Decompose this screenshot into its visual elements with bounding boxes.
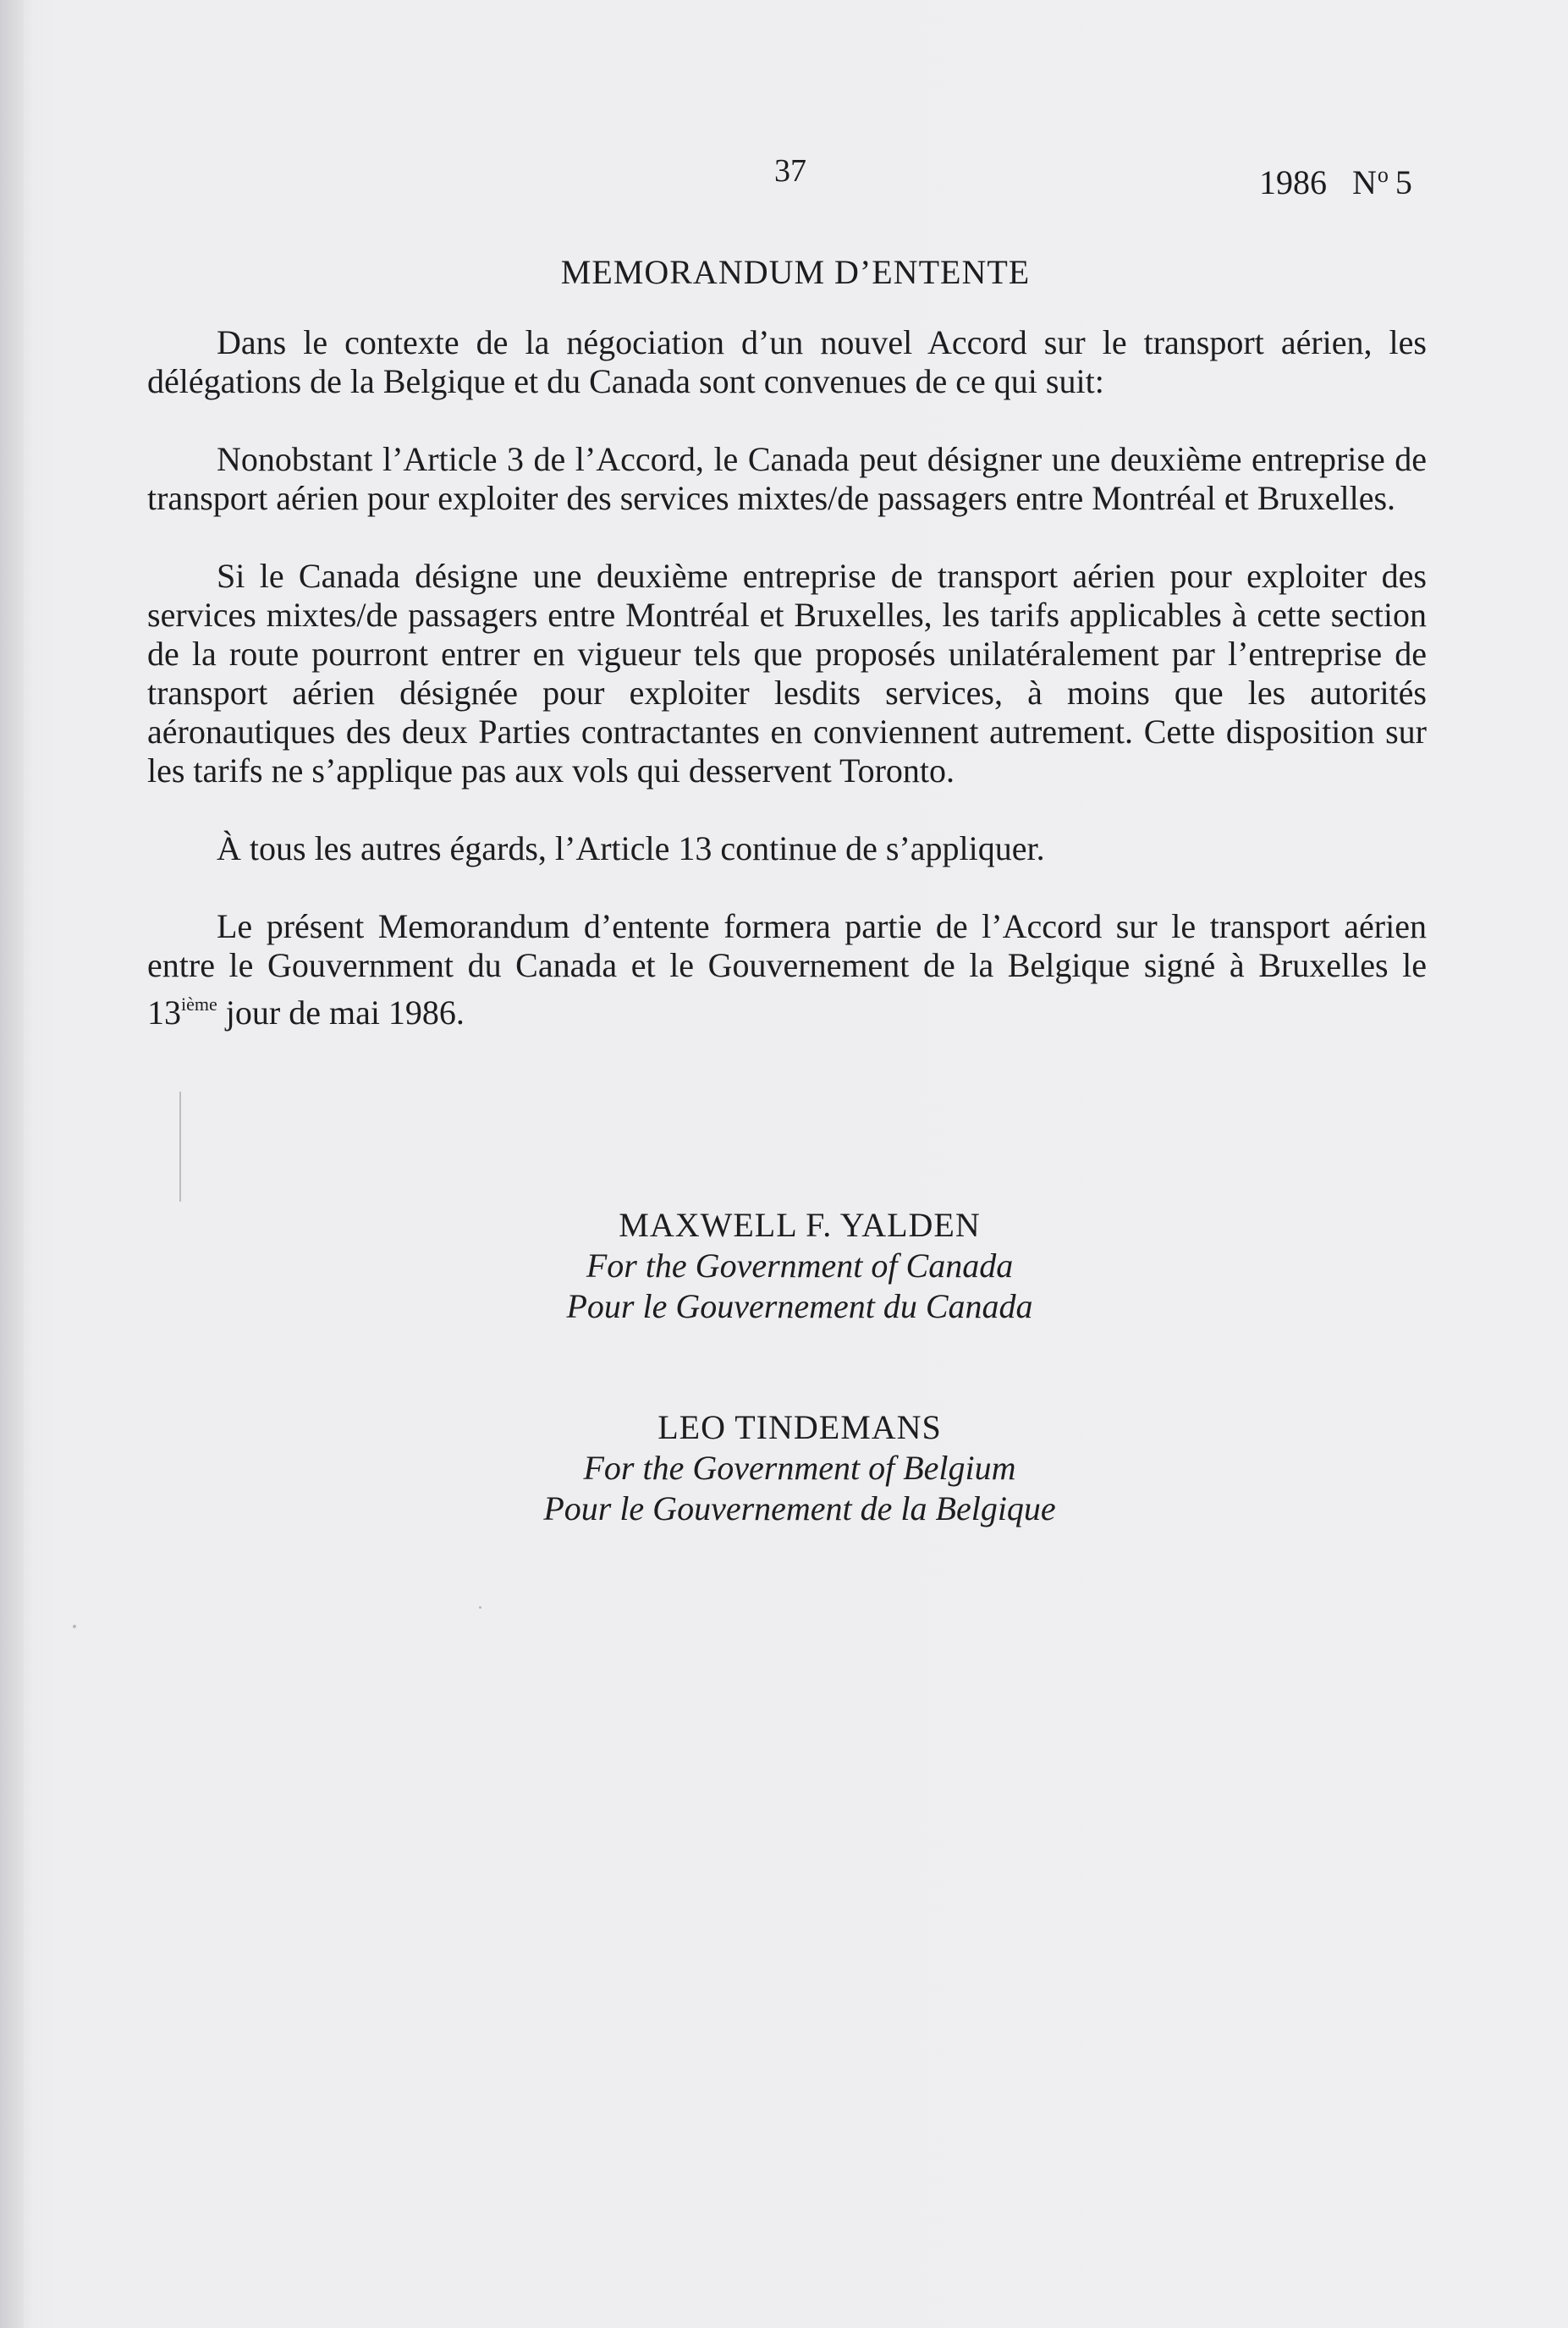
signatory-role-english: For the Government of Belgium xyxy=(583,1449,1016,1487)
issue-number: 5 xyxy=(1395,163,1412,201)
paper-speck xyxy=(73,1625,76,1628)
final-text-before: Le présent Memorandum d’entente formera partie de l’Accord sur le transport aérien entre le Gouvernment du Canada et le Gouvernement de la Belgique signé à Bruxelles le 13 xyxy=(147,907,1427,1032)
final-text-after: jour de mai 1986. xyxy=(217,993,465,1032)
signatory-name: MAXWELL F. YALDEN xyxy=(619,1206,981,1244)
document-title: MEMORANDUM D’ENTENTE xyxy=(560,253,1031,291)
paper-speck xyxy=(479,1606,481,1609)
paragraph-context: Dans le contexte de la négociation d’un nouvel Accord sur le transport aérien, les délégations de la Belgique et du Canada sont convenues de ce qui suit: xyxy=(147,323,1427,400)
final-text-superscript: ième xyxy=(181,993,217,1015)
signatory-role-english: For the Government of Canada xyxy=(586,1247,1014,1285)
memorandum-body xyxy=(147,323,1427,1071)
issue-superscript: o xyxy=(1377,162,1389,187)
paragraph-article-3: Nonobstant l’Article 3 de l’Accord, le Canada peut désigner une deuxième entreprise de transport aérien pour exploiter des services mixtes/de passagers entre Montréal et Bruxelles. xyxy=(147,440,1427,517)
paragraph-final xyxy=(147,907,1427,1032)
signature-block-canada xyxy=(0,1205,1568,1327)
signatory-role-french: Pour le Gouvernement de la Belgique xyxy=(543,1489,1056,1527)
binding-edge xyxy=(0,0,24,2328)
signatory-name: LEO TINDEMANS xyxy=(657,1408,942,1446)
signature-block-belgium xyxy=(0,1407,1568,1529)
paragraph-tariffs: Si le Canada désigne une deuxième entreprise de transport aérien pour exploiter des services mixtes/de passagers entre Montréal et Bruxelles, les tarifs applicables à cette section de la route pourront entrer en vigueur tels que proposés unilatéralement par l’entreprise de transport aérien désignée pour exploiter lesdits services, à moins que les autorités aéronautiques des deux Parties contractantes en conviennent autrement. Cette disposition sur les tarifs ne s’applique pas aux vols qui desservent Toronto. xyxy=(147,557,1427,790)
issue-prefix: N xyxy=(1352,163,1377,201)
paragraph-article-13: À tous les autres égards, l’Article 13 continue de s’appliquer. xyxy=(217,829,1045,867)
page-number: 37 xyxy=(774,153,806,189)
margin-mark xyxy=(179,1092,181,1202)
signatory-role-french: Pour le Gouvernement du Canada xyxy=(566,1287,1033,1325)
issue-reference xyxy=(1259,162,1412,202)
issue-year: 1986 xyxy=(1259,163,1327,201)
